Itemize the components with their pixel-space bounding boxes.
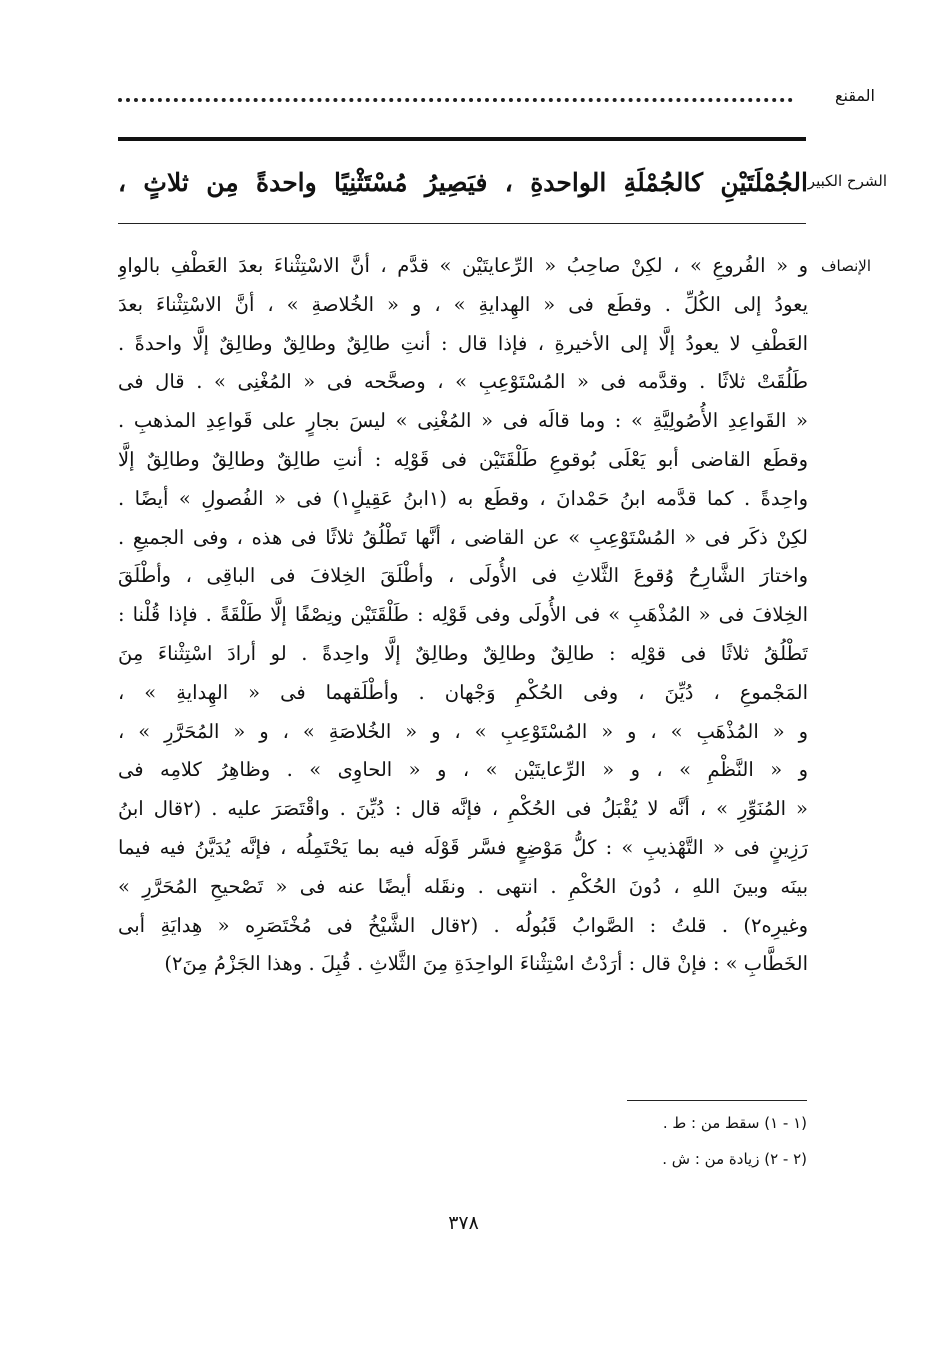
text-line: يعودُ إلى الكُلِّ . وقطَع فى « الهِدايةِ » ، و « الخُلاصةِ » ، أنَّ الاسْتِثْناءَ بعدَ (118, 292, 808, 316)
text-line: واختارَ الشَّارِحُ وُقوعَ الثَّلاثِ فى الأُولَى ، وأطْلَقَ الخِلافَ فى الباقِى ، وأطْلَقَ (118, 564, 808, 588)
margin-label-sharh: الشرح الكبير (807, 172, 887, 190)
footnote: (١ - ١) سقط من : ط . (662, 1114, 807, 1132)
header-rule (118, 137, 806, 141)
sharh-text: الجُمْلَتَيْنِ كالجُمْلَةِ الواحدةِ ، فيَصِيرُ مُسْتَثْنِيًا واحدةً مِن ثلاثٍ ، (118, 168, 808, 197)
text-line: « المُنَوِّرِ » ، أنَّه لا يُقْبَلُ فى الحُكْمِ ، فإنَّه قال : دُيِّنَ . واقْتَصَرَ عليه . (٢قال ابنُ (118, 797, 808, 821)
text-line: رَزِينٍ فى « التَّهْذيبِ » : كلُّ مَوْضِعٍ فسَّر قَوْلَه فيه بما يَحْتَمِلُه ، فإنَّه يُدَيَّنُ فيه فيما (118, 835, 808, 859)
text-line: لكِنْ ذكَر فى « المُسْتَوْعِبِ » عن القاضى ، أنَّها تَطْلُقُ ثلاثًا فى هذه ، وفى الجميعِ . (118, 525, 808, 549)
header-dotted-leader (118, 88, 793, 102)
text-line: الخَطَّابِ » : فإنْ قال : أرَدْتُ اسْتِثْناءَ الواحِدَةِ مِنَ الثَّلاثِ . قُبِلَ . وهذا الجَزْمُ مِنَ٢) (164, 952, 808, 976)
text-line: العَطْفِ لا يعودُ إلَّا إلى الأخيرةِ ، فإذا قال : أنتِ طالِقٌ وطالِقٌ وطالِقٌ إلَّا واحدةً . (118, 331, 808, 355)
text-line: تَطْلُقُ ثلاثًا فى قوْلِه : طالِقٌ وطالِقٌ وطالِقٌ إلَّا واحِدةً . لو أرادَ اسْتِثْناءَ مِنَ (118, 641, 808, 665)
text-line: وغيرِه٢) . قلتُ : الصَّوابُ قَبُولُه . (٢قال الشَّيْخُ فى مُخْتَصَرِه « هِدايَةِ أبى (118, 913, 808, 937)
text-line: « القَواعِدِ الأُصُولِيَّةِ » : وما قالَه فى « المُغْنِى » ليسَ بجارٍ على قَواعِدِ المذهبِ . (118, 409, 808, 433)
text-line: بينَه وبينَ اللهِ ، دُونَ الحُكْمِ . انتهى . ونقَله أيضًا عنه فى « تَصْحيحِ المُحَرَّرِ » (118, 874, 808, 898)
text-line: واحِدةً . كما قدَّمه ابنُ حَمْدانَ ، وقطَع به (١ابنُ عَقِيلٍ١) فى « الفُصولِ » أيضًا . (118, 486, 808, 510)
text-line: وقطَع القاضى أبو يَعْلَى بُوقوعِ طَلْقَتَيْن فى قَوْلِه : أنتِ طالِقٌ وطالِقٌ وطالِقٌ إلَّا (118, 447, 808, 471)
text-line: المَجْموعِ ، دُيِّنَ ، وفى الحُكْمِ وَجْهان . وأطْلَقهما فى « الهِدايةِ » ، (118, 680, 808, 704)
footnote: (٢ - ٢) زيادة من : ش . (662, 1150, 807, 1168)
running-title: المقنع (834, 86, 875, 105)
section-divider (118, 223, 806, 224)
text-line: و « النَّظْمِ » ، و « الرِّعايتَيْن » ، و « الحاوِى » . وظاهِرُ كلامِه فى (118, 758, 808, 782)
text-line: و « المُذْهَبِ » ، و « المُسْتَوْعِبِ » ، و « الخُلاصَةِ » ، و « المُحَرَّرِ » ، (118, 719, 808, 743)
insaf-text-block (118, 247, 808, 984)
text-line: طَلُقَتْ ثلاثًا . وقدَّمه فى « المُسْتَوْعِبِ » ، وصحَّحه فى « المُغْنِى » . قال فى (118, 370, 808, 394)
text-line: الخِلافَ فى « المُذْهَبِ » فى الأُولَى وفى قَوْلِه : طَلْقَتَيْن ونِصْفًا إلَّا طَلْقَةً . فإذا قُلْنا : (118, 603, 808, 627)
footnote-rule (627, 1100, 807, 1101)
margin-label-insaf: الإنصاف (820, 257, 871, 275)
page-number: ٣٧٨ (448, 1212, 479, 1234)
text-line: و « الفُروعِ » ، لكِنْ صاحِبُ « الرِّعايتَيْن » قدَّم ، أنَّ الاسْتِثْناءَ بعدَ العَطْفِ بالواوِ (118, 254, 808, 277)
